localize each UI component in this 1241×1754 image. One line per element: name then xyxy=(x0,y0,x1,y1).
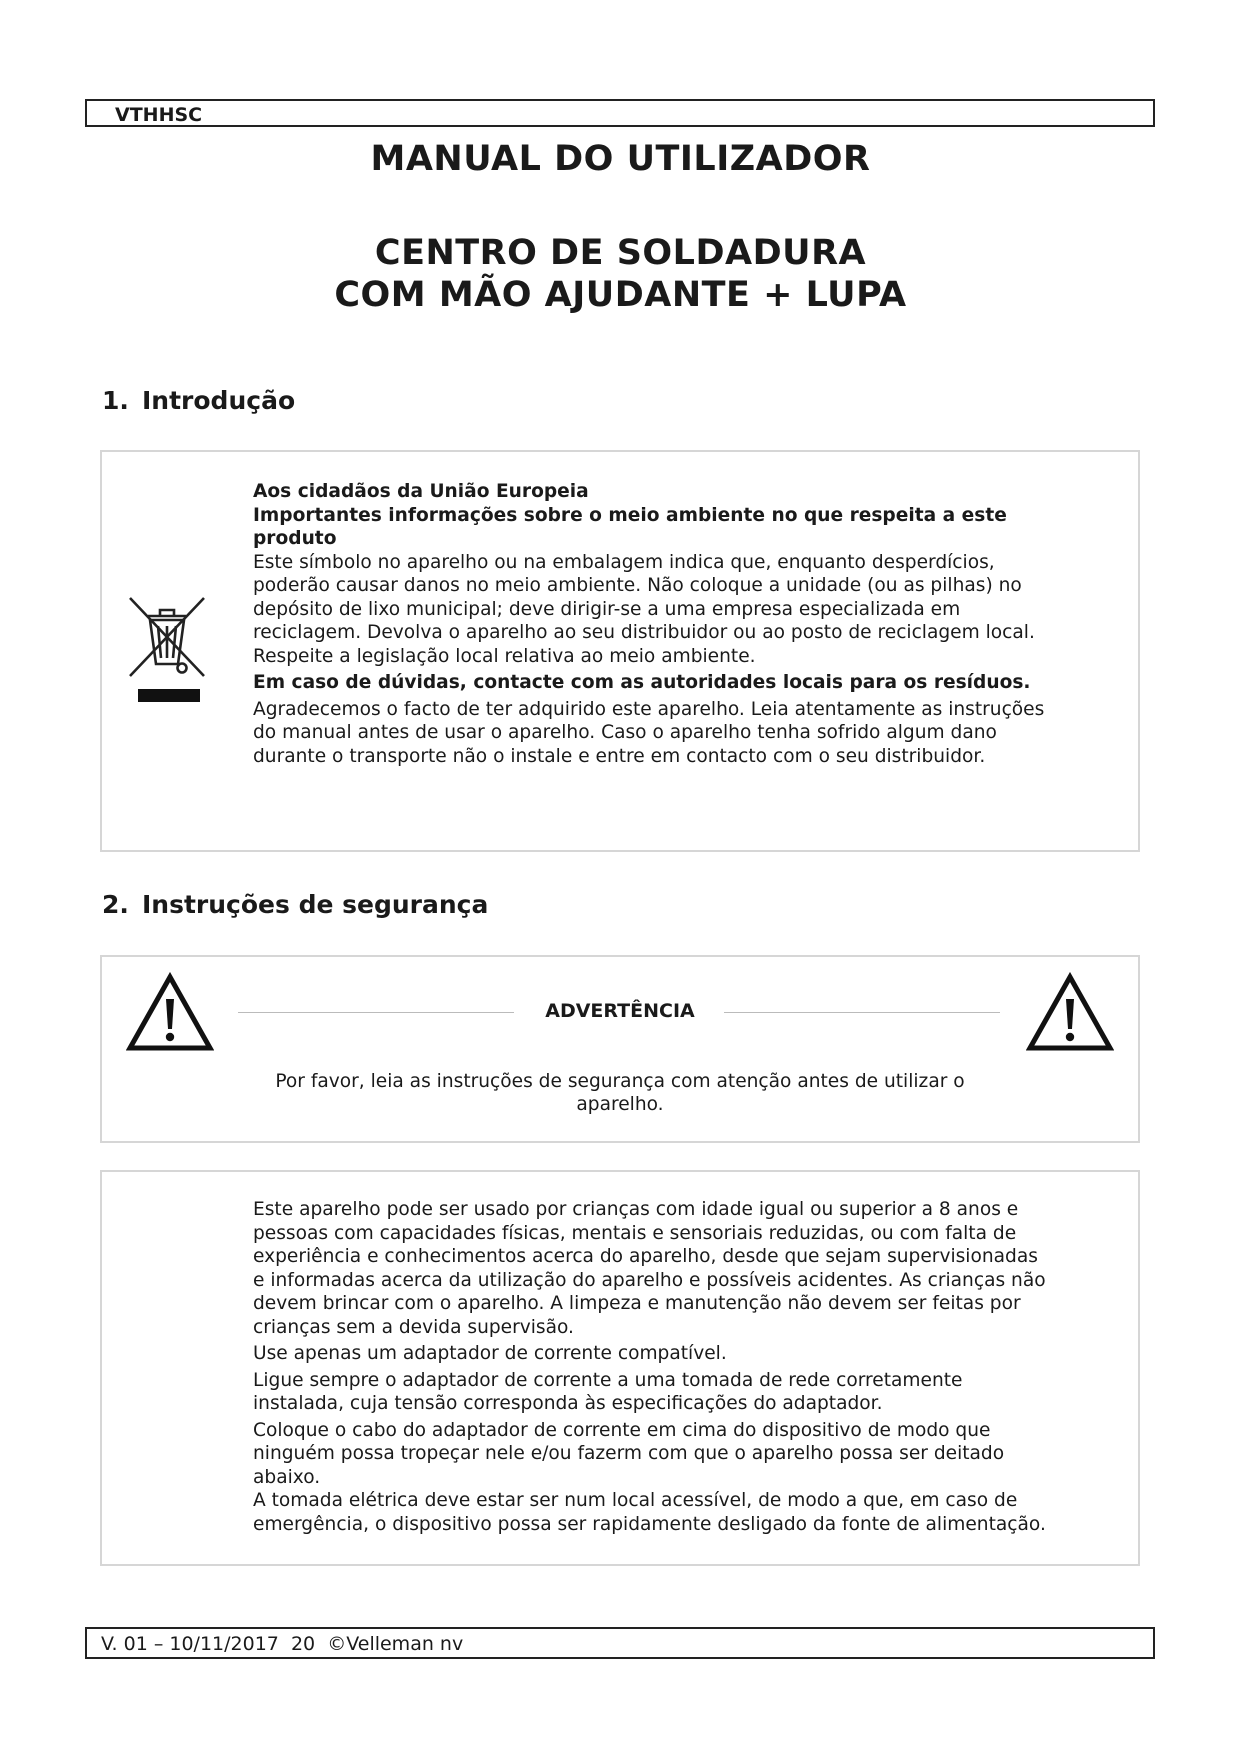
warning-triangle-icon xyxy=(126,972,214,1052)
intro-contact-note: Em caso de dúvidas, contacte com as autoridades locais para os resíduos. xyxy=(253,672,1031,693)
model-code: VTHHSC xyxy=(115,104,203,126)
manual-title: MANUAL DO UTILIZADOR xyxy=(370,139,871,179)
safety-item: Este aparelho pode ser usado por crianças com idade igual ou superior a 8 anos e pessoas com capacidades físicas, mentais e sensoriais reduzidas, ou com falta de experiência e conhecimentos acerca do aparelho, desde que sejam supervisionadas e informadas acerca da utilização do aparelho e possíveis acidentes. As crianças não devem brincar com o aparelho. A limpeza e manutenção não devem ser feitas por crianças sem a devida supervisão. xyxy=(253,1199,1046,1338)
intro-eu-heading: Aos cidadãos da União Europeia xyxy=(253,481,589,502)
footer-bar xyxy=(85,1627,1155,1659)
section2-number: 2. xyxy=(102,890,129,919)
header-bar xyxy=(85,99,1155,127)
product-title-line2: COM MÃO AJUDANTE + LUPA xyxy=(334,275,907,315)
section1-heading xyxy=(102,386,295,415)
weee-crossed-bin-icon xyxy=(126,590,208,702)
safety-item: Ligue sempre o adaptador de corrente a uma tomada de rede corretamente instalada, cuja tensão corresponda às especificações do adaptador. xyxy=(253,1369,963,1414)
section1-title: Introdução xyxy=(142,386,296,415)
warning-label: ADVERTÊNCIA xyxy=(545,1000,695,1022)
warning-divider-right xyxy=(724,1012,1000,1013)
intro-environment-heading: Importantes informações sobre o meio ambiente no que respeita a este produto xyxy=(253,504,1007,549)
safety-item: A tomada elétrica deve estar ser num local acessível, de modo a que, em caso de emergência, o dispositivo possa ser rapidamente desligado da fonte de alimentação. xyxy=(253,1490,1046,1535)
section2-title: Instruções de segurança xyxy=(142,890,489,919)
safety-text xyxy=(253,1198,1053,1536)
intro-paragraph-1: Este símbolo no aparelho ou na embalagem indica que, enquanto desperdícios, poderão causar danos no meio ambiente. Não coloque a unidade (ou as pilhas) no depósito de lixo municipal; deve dirigir-se a uma empresa especializada em reciclagem. Devolva o aparelho ao seu distribuidor ou ao posto de reciclagem local. Respeite a legislação local relativa ao meio ambiente. xyxy=(253,551,1035,667)
warning-divider-left xyxy=(238,1012,514,1013)
safety-item: Use apenas um adaptador de corrente compatível. xyxy=(253,1343,727,1364)
intro-paragraph-2: Agradecemos o facto de ter adquirido este aparelho. Leia atentamente as instruções do manual antes de usar o aparelho. Caso o aparelho tenha sofrido algum dano durante o transporte não o instale e entre em contacto com o seu distribuidor. xyxy=(253,698,1045,767)
safety-item: Coloque o cabo do adaptador de corrente em cima do dispositivo de modo que ninguém possa tropeçar nele e/ou fazerm com que o aparelho possa ser deitado abaixo. xyxy=(253,1419,1005,1488)
section2-heading xyxy=(102,890,488,919)
warning-triangle-icon xyxy=(1026,972,1114,1052)
footer-text: V. 01 – 10/11/2017 20 ©Velleman nv xyxy=(101,1633,464,1655)
product-title-line1: CENTRO DE SOLDADURA xyxy=(374,233,867,273)
intro-text xyxy=(253,480,1053,768)
section1-number: 1. xyxy=(102,386,129,415)
warning-text: Por favor, leia as instruções de segurança com atenção antes de utilizar o aparelho. xyxy=(275,1071,965,1115)
